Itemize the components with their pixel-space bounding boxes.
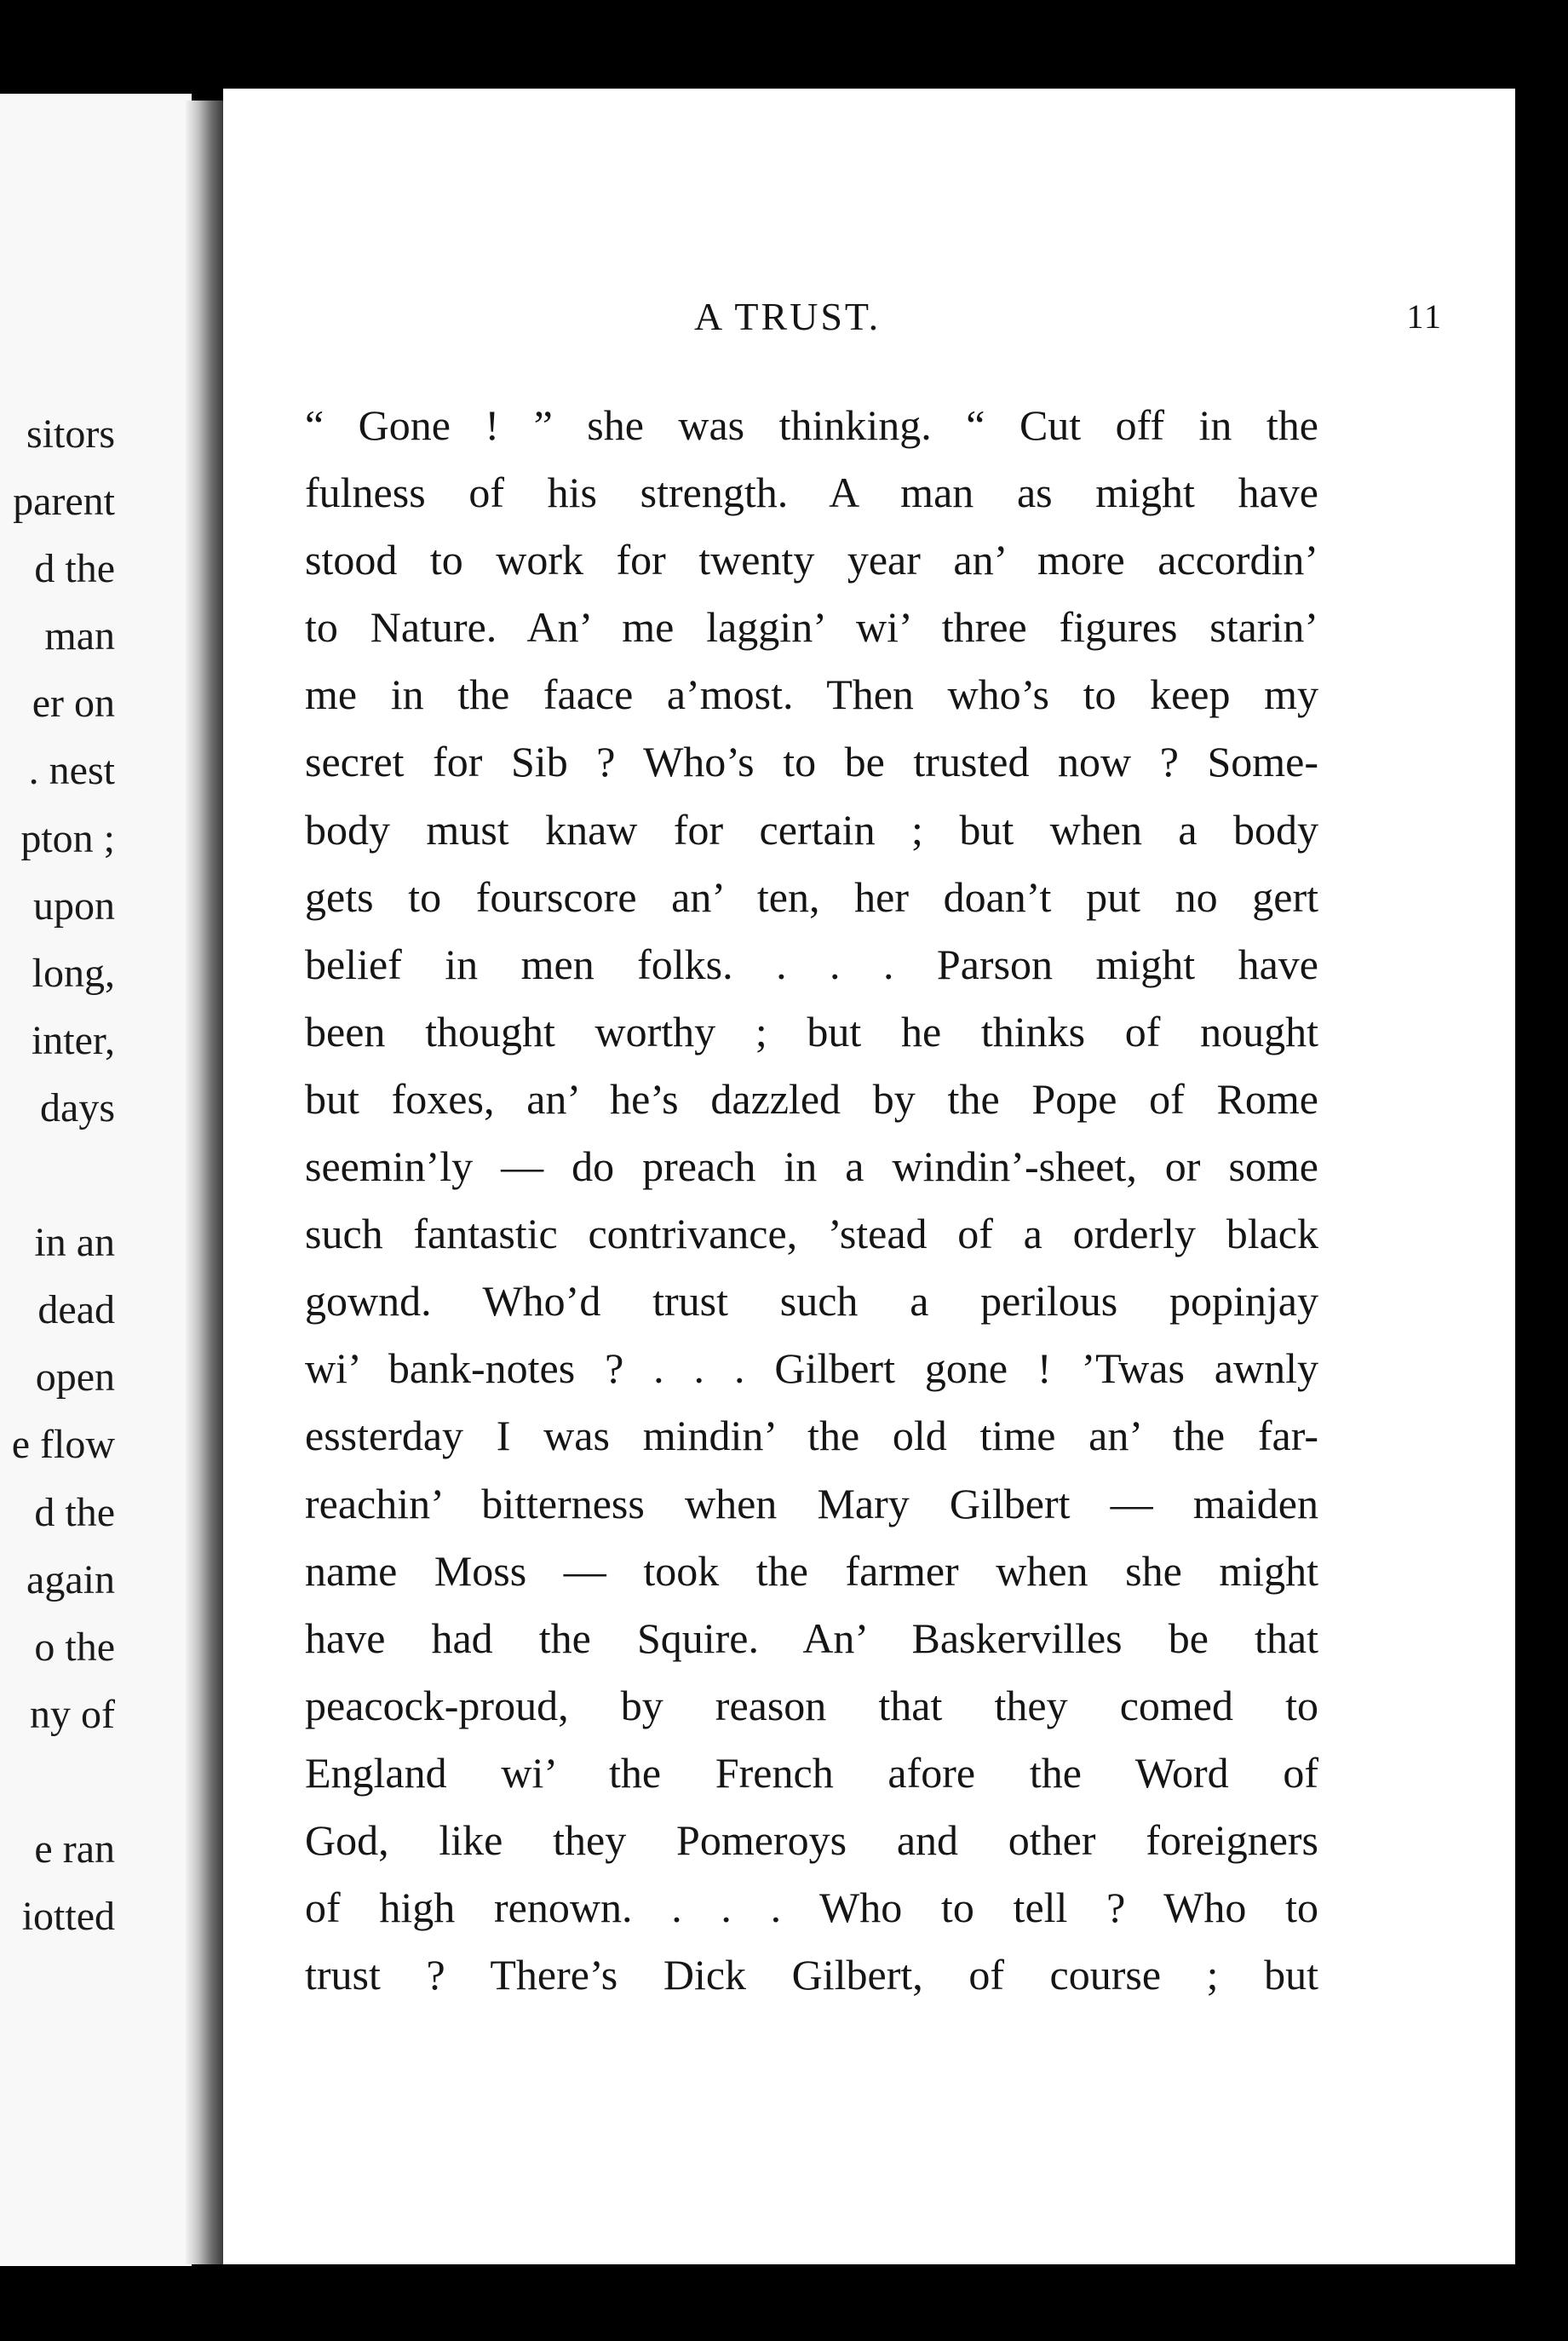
left-page-line: e flow — [11, 1422, 115, 1468]
left-page-line: long, — [32, 950, 115, 996]
text-line: to Nature. An’ me laggin’ wi’ three figures starin’ — [305, 603, 1318, 652]
text-line: body must knaw for certain ; but when a body — [305, 805, 1318, 854]
left-page-line: iotted — [21, 1894, 115, 1940]
left-page-line: d the — [34, 546, 115, 592]
left-page-line: er on — [32, 681, 115, 727]
left-page-line: again — [26, 1556, 115, 1602]
left-page-line: ny of — [30, 1691, 115, 1737]
right-page — [223, 89, 1515, 2264]
left-page-line: d the — [34, 1489, 115, 1535]
page-header — [223, 287, 1515, 347]
text-line: trust ? There’s Dick Gilbert, of course ; but — [305, 1951, 1318, 1999]
text-line: but foxes, an’ he’s dazzled by the Pope of Rome — [305, 1074, 1318, 1123]
left-page-text — [0, 400, 115, 1950]
left-page-line: upon — [33, 883, 115, 929]
text-line: “ Gone ! ” she was thinking. “ Cut off in the — [305, 401, 1318, 449]
left-page-line: sitors — [26, 411, 115, 457]
page-number: 11 — [1406, 297, 1443, 336]
text-line: secret for Sib ? Who’s to be trusted now ? Some- — [305, 738, 1318, 786]
left-page-line — [0, 1748, 115, 1815]
text-line: England wi’ the French afore the Word of — [305, 1748, 1318, 1797]
left-page-line: e ran — [34, 1826, 115, 1872]
text-line: peacock-proud, by reason that they comed to — [305, 1681, 1318, 1729]
left-page-line: o the — [34, 1624, 115, 1670]
text-line: seemin’ly — do preach in a windin’-sheet, or some — [305, 1142, 1318, 1191]
left-page-line: in an — [34, 1220, 115, 1266]
text-line: name Moss — took the farmer when she might — [305, 1546, 1318, 1595]
text-line: me in the faace a’most. Then who’s to keep my — [305, 670, 1318, 719]
text-line: essterday I was mindin’ the old time an’ the far- — [305, 1412, 1318, 1460]
text-line: have had the Squire. An’ Baskervilles be that — [305, 1613, 1318, 1662]
left-page-line: open — [35, 1355, 115, 1401]
text-line: belief in men folks. . . . Parson might have — [305, 940, 1318, 988]
left-page-edge — [0, 94, 192, 2266]
text-line: God, like they Pomeroys and other foreigners — [305, 1815, 1318, 1864]
text-line: gownd. Who’d trust such a perilous popinjay — [305, 1277, 1318, 1326]
left-page-line — [0, 1142, 115, 1209]
text-line: reachin’ bitterness when Mary Gilbert — maiden — [305, 1479, 1318, 1527]
text-line: such fantastic contrivance, ’stead of a orderly black — [305, 1210, 1318, 1258]
left-page-line: days — [40, 1084, 115, 1130]
left-page-line: . nest — [28, 748, 115, 794]
left-page-line: man — [44, 613, 115, 659]
text-line: been thought worthy ; but he thinks of nought — [305, 1007, 1318, 1055]
text-line: stood to work for twenty year an’ more accordin’ — [305, 536, 1318, 584]
running-head: A TRUST. — [694, 295, 882, 338]
body-text — [305, 392, 1318, 2009]
left-page-line: parent — [13, 479, 115, 525]
left-page-line: pton ; — [20, 815, 115, 861]
text-line: wi’ bank-notes ? . . . Gilbert gone ! ’Twas awnly — [305, 1344, 1318, 1393]
text-line: of high renown. . . . Who to tell ? Who to — [305, 1884, 1318, 1932]
text-line: fulness of his strength. A man as might have — [305, 469, 1318, 517]
left-page-line: dead — [37, 1287, 115, 1333]
left-page-line: inter, — [31, 1017, 115, 1063]
text-line: gets to fourscore an’ ten, her doan’t put no gert — [305, 872, 1318, 921]
